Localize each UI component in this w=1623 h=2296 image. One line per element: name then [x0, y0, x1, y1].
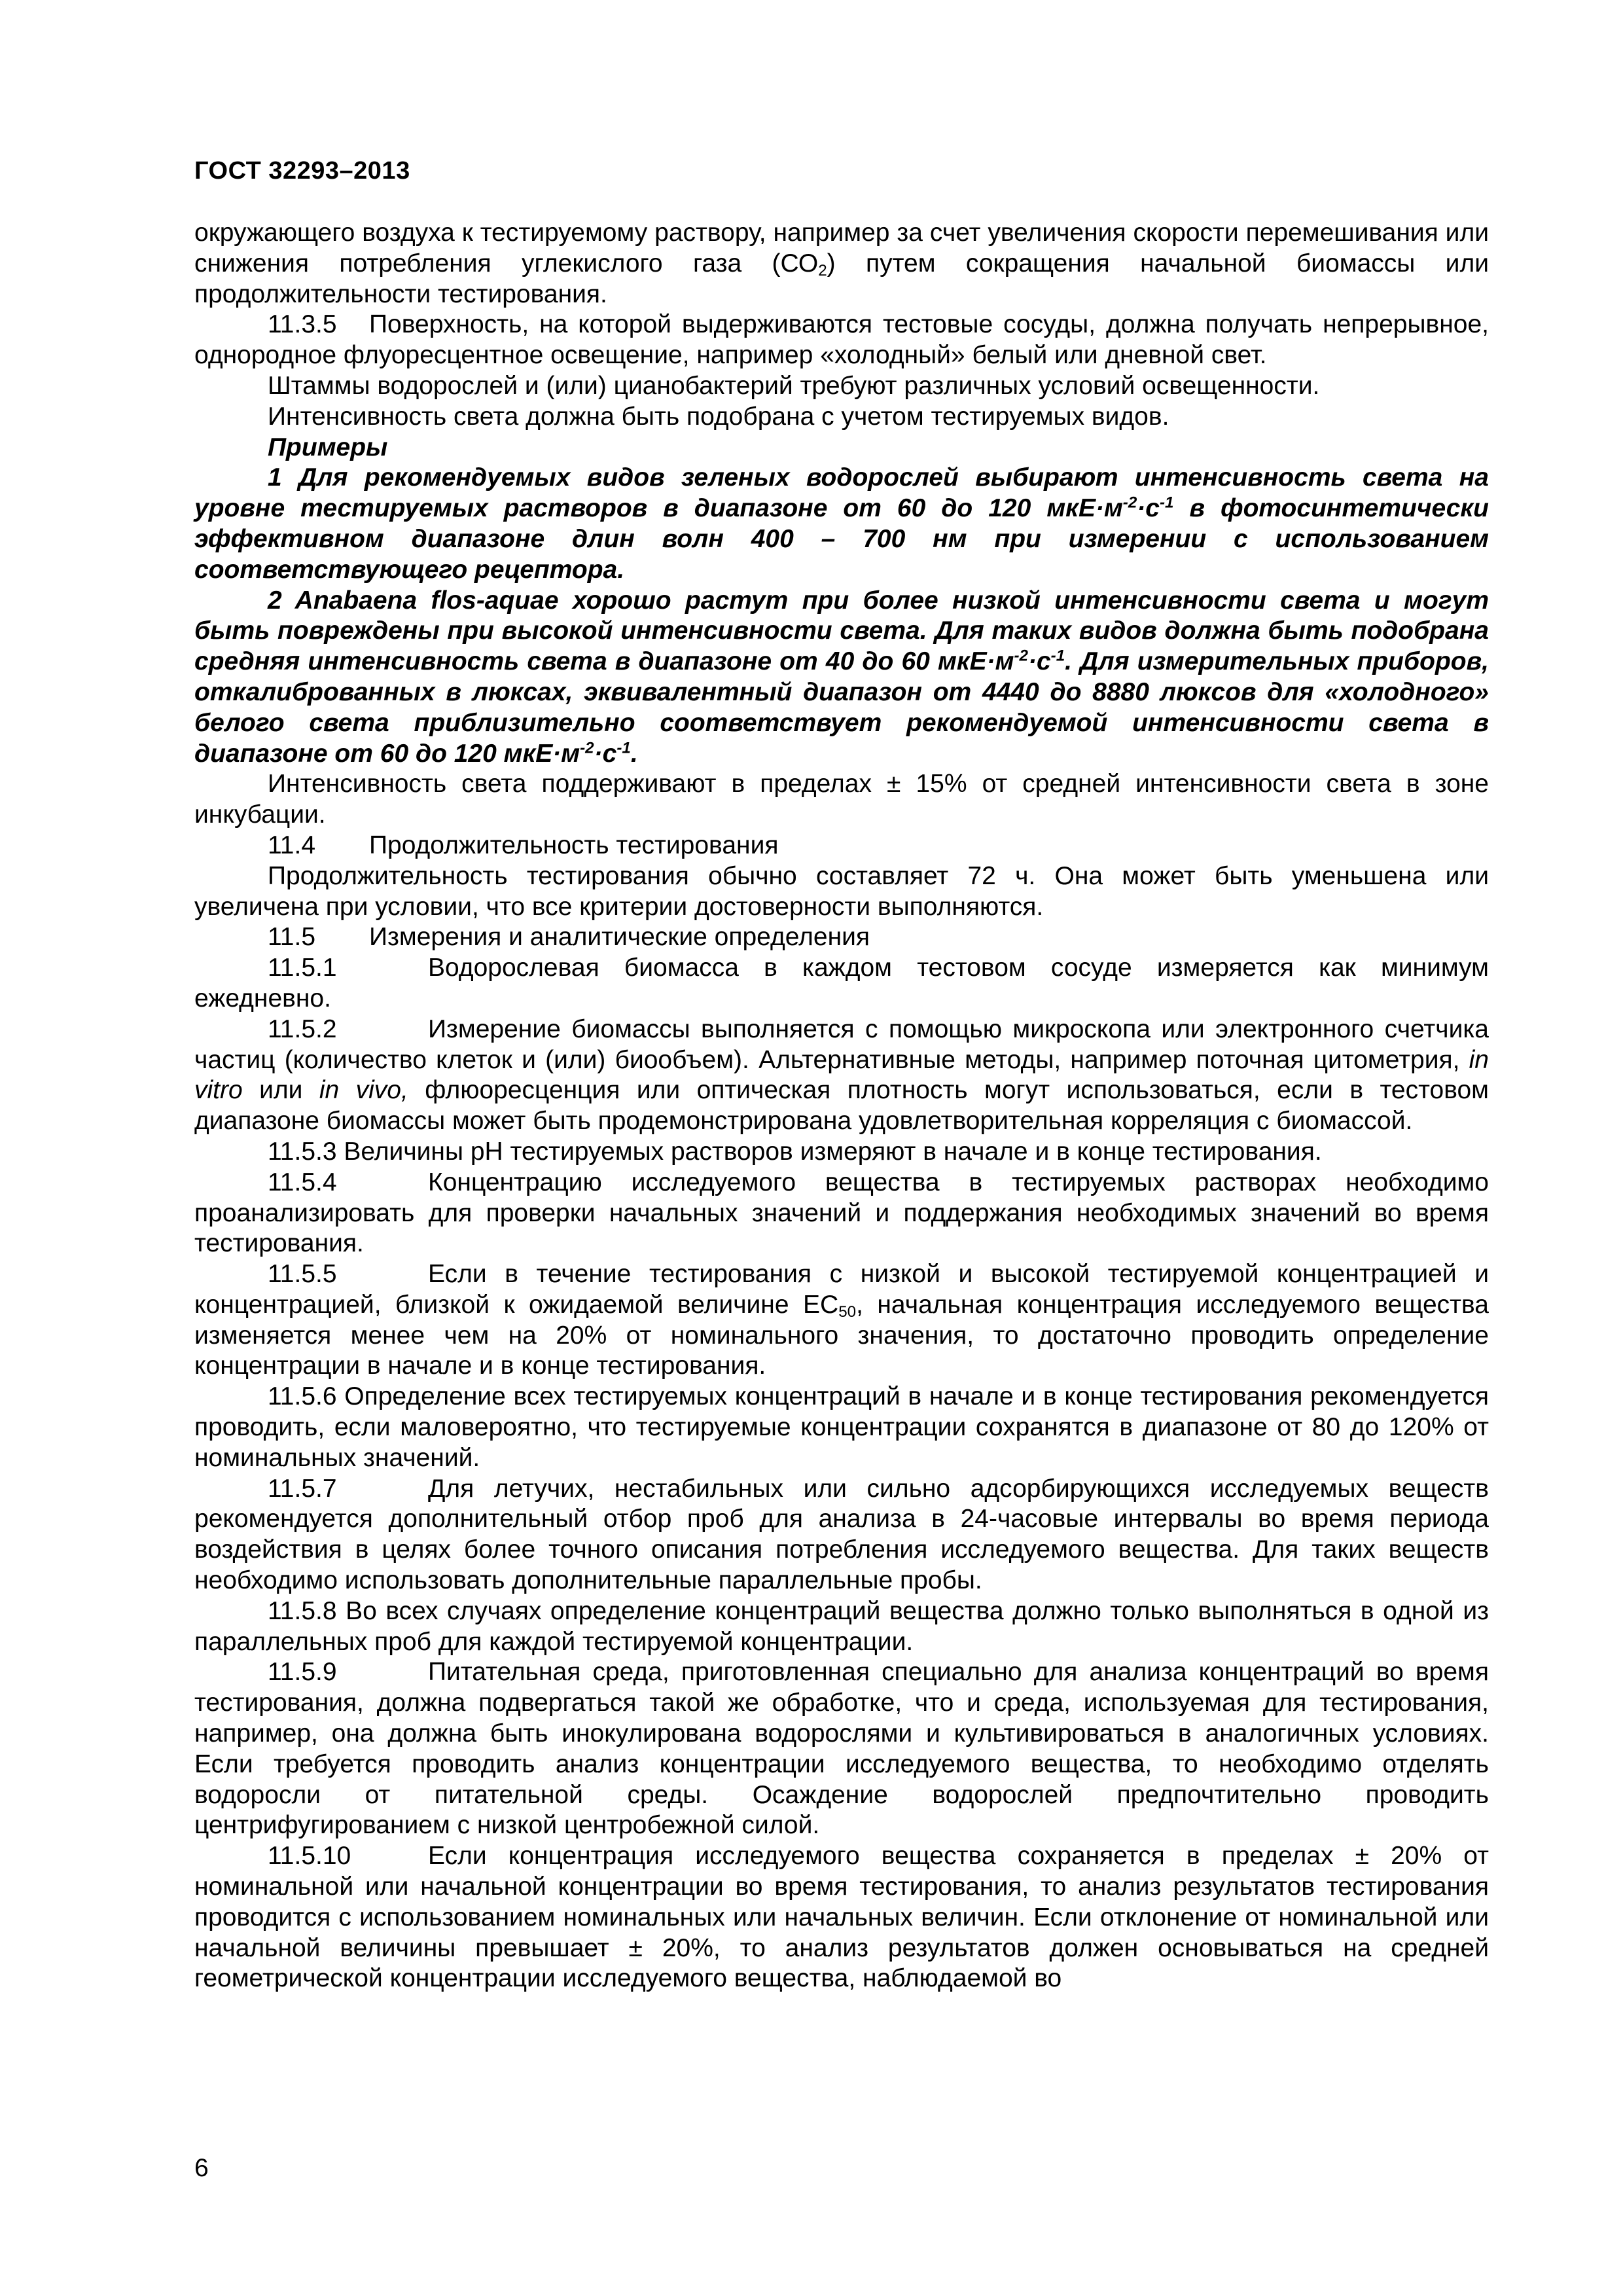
superscript: -1: [616, 739, 631, 757]
clause-11-3-5: [194, 310, 1489, 371]
clause-text: Если в течение тестирования с низкой и высокой тестируемой концентрацией и концентрацией, близкой к ожидаемой величине ЕС: [194, 1260, 1489, 1319]
paragraph-text: Интенсивность света поддерживают в пределах ± 15% от средней интенсивности света в зоне инкубации.: [194, 770, 1489, 829]
paragraph-continuation: [194, 218, 1489, 310]
clause-11-5-2: [194, 1014, 1489, 1137]
clause-text: Водорослевая биомасса в каждом тестовом сосуде измеряется как минимум ежедневно.: [194, 954, 1489, 1013]
clause-11-5-6: [194, 1382, 1489, 1473]
text: ·с: [1027, 647, 1051, 676]
text: ·с: [1137, 494, 1160, 523]
text: . Для измерительных приборов, откалиброванных в люксах, эквивалентный диапазон от 4440 до 8880 люксов для «холодного» белого света приблизительно соответствует рекомендуемой интенсивности света в диапазоне от 60 до 120 мкЕ·м: [194, 647, 1489, 768]
section-number: 11.5: [268, 923, 316, 952]
superscript: -2: [1122, 493, 1137, 512]
text: 1 Для рекомендуемых видов зеленых водорослей выбирают интенсивность света на уровне тестируемых растворов в диапазоне от 60 до 120 мкЕ·м: [194, 463, 1489, 523]
text: 2 Anabaena flos-aquae хорошо растут при более низкой интенсивности света и могут быть повреждены при высокой интенсивности света. Для таких видов должна быть подобрана средняя интенсивность света в диапазоне от 40 до 60 мкЕ·м: [194, 586, 1489, 676]
example-2: [194, 586, 1489, 770]
clause-text: 11.5.8 Во всех случаях определение концентраций вещества должно только выполняться в одной из параллельных проб для каждой тестируемой концентрации.: [194, 1596, 1489, 1656]
text: в фотосинтетически эффективном диапазоне длин волн 400 – 700 нм при измерении с использованием соответствующего рецептора.: [194, 494, 1489, 584]
section-11-5: [194, 922, 1489, 953]
clause-11-5-8: [194, 1596, 1489, 1658]
paragraph-intensity-tolerance: [194, 769, 1489, 831]
example-1: [194, 463, 1489, 585]
clause-text: флюоресценция или оптическая плотность могут использоваться, если в тестовом диапазоне биомассы может быть продемонстрирована удовлетворительная корреляция с биомассой.: [194, 1076, 1489, 1136]
paragraph-duration: [194, 861, 1489, 923]
paragraph-text: Интенсивность света должна быть подобрана с учетом тестируемых видов.: [268, 402, 1169, 431]
text: окружающего воздуха к тестируемому раствору, например за счет увеличения скорости перемешивания или снижения потребления углекислого газа (СО: [194, 219, 1489, 278]
page-number: 6: [194, 2154, 209, 2182]
clause-text: Питательная среда, приготовленная специально для анализа концентраций во время тестирования, должна подвергаться такой же обработке, что и среда, используемая для тестирования, например, она должна быть инокулирована водорослями и культивироваться в аналогичных условиях. Если требуется проводить анализ концентрации исследуемого вещества, то необходимо отделять водоросли от питательной среды. Осаждение водорослей предпочтительно проводить центрифугированием с низкой центробежной силой.: [194, 1658, 1489, 1840]
clause-number: 11.5.1: [268, 954, 337, 982]
clause-number: 11.5.10: [268, 1842, 351, 1871]
clause-text: Поверхность, на которой выдерживаются тестовые сосуды, должна получать непрерывное, однородное флуоресцентное освещение, например «холодный» белый или дневной свет.: [194, 310, 1489, 370]
clause-text: 11.5.3 Величины pH тестируемых растворов измеряют в начале и в конце тестирования.: [268, 1137, 1322, 1166]
clause-number: 11.5.4: [268, 1168, 337, 1196]
section-11-4: [194, 831, 1489, 861]
clause-text: , начальная концентрация исследуемого вещества изменяется менее чем на 20% от номинального значения, то достаточно проводить определение концентрации в начале и в конце тестирования.: [194, 1290, 1489, 1380]
clause-text: Для летучих, нестабильных или сильно адсорбирующихся исследуемых веществ рекомендуется дополнительный отбор проб для анализа в 24-часовые интервалы во время периода воздействия в целях более точного описания потребления исследуемого вещества. Для таких веществ необходимо использовать дополнительные параллельные пробы.: [194, 1474, 1489, 1595]
superscript: -1: [1159, 493, 1174, 512]
text: ) путем сокращения начальной биомассы или продолжительности тестирования.: [194, 249, 1489, 308]
examples-heading: Примеры: [268, 433, 388, 461]
text: .: [630, 739, 638, 768]
clause-11-5-1: [194, 953, 1489, 1014]
document-body: [194, 218, 1489, 1994]
clause-11-5-7: [194, 1474, 1489, 1596]
paragraph-light-intensity: [194, 402, 1489, 433]
superscript: -2: [1014, 647, 1028, 665]
clause-11-5-3: [194, 1137, 1489, 1168]
clause-number: 11.3.5: [268, 310, 337, 339]
clause-text: 11.5.6 Определение всех тестируемых концентраций в начале и в конце тестирования рекомендуется проводить, если маловероятно, что тестируемые концентрации сохранятся в диапазоне от 80 до 120% от номинальных значений.: [194, 1382, 1489, 1472]
clause-text: Если концентрация исследуемого вещества сохраняется в пределах ± 20% от номинальной или начальной концентрации во время тестирования, то анализ результатов тестирования проводится с использованием номинальных или начальных величин. Если отклонение от номинальной или начальной величины превышает ± 20%, то анализ результатов должен основываться на средней геометрической концентрации исследуемого вещества, наблюдаемой во: [194, 1842, 1489, 1993]
clause-11-5-5: [194, 1259, 1489, 1382]
italic-term: in vitro: [194, 1045, 1489, 1105]
section-title: Измерения и аналитические определения: [369, 923, 870, 952]
subscript: 2: [818, 261, 827, 279]
paragraph-light-conditions: [194, 371, 1489, 402]
text: ·с: [594, 739, 617, 768]
paragraph-text: Продолжительность тестирования обычно составляет 72 ч. Она может быть уменьшена или увеличена при условии, что все критерии достоверности выполняются.: [194, 861, 1489, 921]
clause-number: 11.5.5: [268, 1260, 337, 1289]
clause-11-5-10: [194, 1841, 1489, 1994]
section-title: Продолжительность тестирования: [369, 831, 779, 859]
clause-number: 11.5.9: [268, 1658, 337, 1687]
subscript: 50: [838, 1302, 857, 1321]
italic-term: in vivo,: [319, 1076, 408, 1105]
superscript: -2: [580, 739, 594, 757]
clause-11-5-9: [194, 1657, 1489, 1841]
paragraph-text: Штаммы водорослей и (или) цианобактерий требуют различных условий освещенности.: [268, 371, 1320, 400]
document-header-title: ГОСТ 32293–2013: [194, 157, 410, 185]
clause-text: Измерение биомассы выполняется с помощью микроскопа или электронного счетчика частиц (количество клеток и (или) биообъем). Альтернативные методы, например поточная цитометрия,: [194, 1014, 1489, 1074]
clause-text: Концентрацию исследуемого вещества в тестируемых растворах необходимо проанализировать для проверки начальных значений и поддержания необходимых значений во время тестирования.: [194, 1168, 1489, 1258]
clause-11-5-4: [194, 1168, 1489, 1259]
clause-text: или: [242, 1076, 319, 1105]
section-number: 11.4: [268, 831, 316, 859]
clause-number: 11.5.2: [268, 1014, 337, 1043]
clause-number: 11.5.7: [268, 1474, 337, 1503]
superscript: -1: [1050, 647, 1065, 665]
